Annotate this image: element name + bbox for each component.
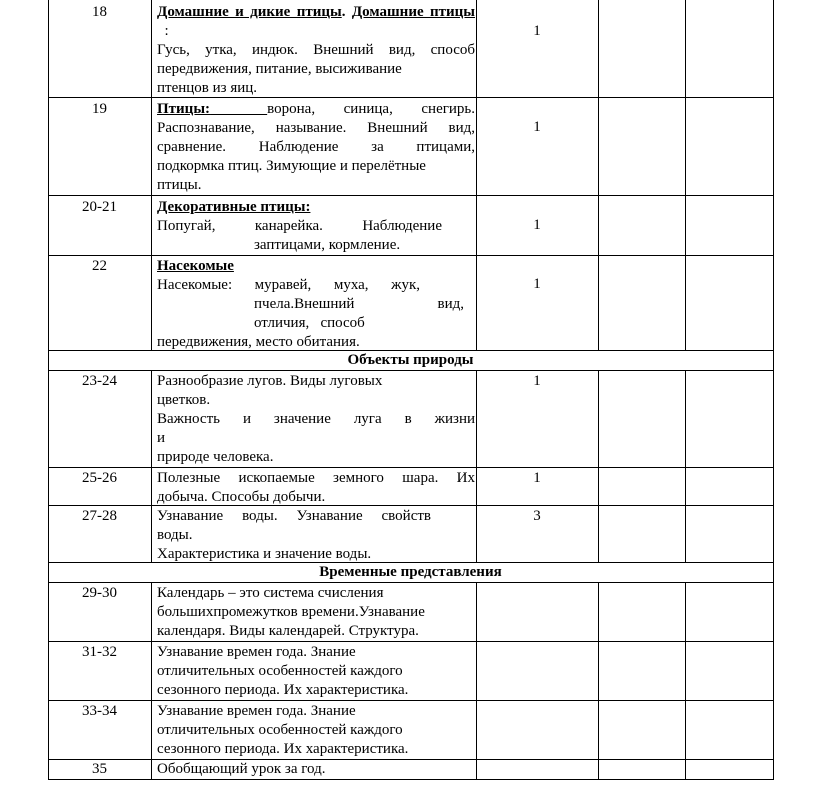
topic-line: отличия, способ [254, 315, 365, 331]
topic-line: Обобщающий урок за год. [157, 761, 326, 777]
lesson-number: 22 [92, 258, 107, 274]
topic-line: пчела.Внешний вид, [254, 296, 464, 312]
topic-subheading: Домашние птицы [351, 4, 476, 20]
lesson-number: 20-21 [82, 199, 117, 215]
section-title: Объекты природы [347, 352, 474, 368]
topic-line: Разнообразие лугов. Виды луговых [157, 373, 383, 389]
topic-line: птенцов из яиц. [157, 80, 258, 96]
lesson-topic: Домашние и дикие птицы. Домашние птицы : Гусь, утка, индюк. Внешний вид, способ передвижения, питание, высиживание птенцов из яиц. [157, 4, 476, 96]
hours-count: 1 [533, 217, 541, 233]
lesson-number: 23-24 [82, 373, 117, 389]
topic-line: цветков. [157, 392, 211, 408]
topic-line: календаря. Виды календарей. Структура. [157, 623, 419, 639]
topic-line: сравнение. Наблюдение за птицами, [157, 139, 475, 155]
lesson-topic [157, 643, 475, 700]
topic-line: и [157, 430, 166, 446]
lesson-number: 29-30 [82, 585, 117, 601]
lesson-number: 33-34 [82, 703, 117, 719]
lesson-topic [157, 507, 475, 564]
lesson-topic [157, 702, 475, 759]
topic-line: Узнавание времен года. Знание [157, 644, 356, 660]
hours-count: 1 [533, 470, 541, 486]
topic-line: природе человека. [157, 449, 274, 465]
topic-line: передвижения, место обитания. [157, 334, 360, 350]
topic-line: ворона, синица, снегирь. [267, 101, 476, 117]
topic-line: отличительных особенностей каждого [157, 722, 403, 738]
topic-line: Узнавание времен года. Знание [157, 703, 356, 719]
topic-line: воды. [157, 527, 193, 543]
hours-count: 1 [533, 119, 541, 135]
topic-line: сезонного периода. Их характеристика. [157, 741, 409, 757]
lesson-topic [157, 100, 475, 195]
topic-heading: Домашние и дикие птицы [157, 4, 342, 20]
topic-line: добыча. Способы добычи. [157, 489, 326, 505]
topic-line: Насекомые: муравей, муха, жук, [157, 277, 420, 293]
lesson-topic [157, 584, 475, 641]
lesson-number: 35 [92, 761, 107, 777]
lesson-number: 27-28 [82, 508, 117, 524]
lesson-topic [157, 372, 475, 467]
topic-line: отличительных особенностей каждого [157, 663, 403, 679]
topic-line: птицы. [157, 177, 202, 193]
topic-line: Календарь – это система счисления [157, 585, 384, 601]
hours-count: 1 [533, 23, 541, 39]
hours-count: 3 [533, 508, 541, 524]
topic-heading: Птицы: [157, 101, 211, 117]
topic-line: сезонного периода. Их характеристика. [157, 682, 409, 698]
topic-line: Гусь, утка, индюк. Внешний вид, способ [157, 42, 475, 58]
lesson-topic [157, 469, 475, 507]
lesson-topic [157, 257, 475, 352]
section-title: Временные представления [319, 564, 502, 580]
lesson-number: 25-26 [82, 470, 117, 486]
lesson-number: 19 [92, 101, 107, 117]
topic-line: большихпромежутков времени.Узнавание [157, 604, 425, 620]
lesson-number: 18 [92, 4, 107, 20]
topic-line: подкормка птиц. Зимующие и перелётные [157, 158, 426, 174]
topic-heading: Насекомые [157, 258, 234, 274]
topic-line: Попугай, канарейка. Наблюдение [157, 218, 442, 234]
topic-line: Распознавание, называние. Внешний вид, [157, 120, 475, 136]
lesson-topic [157, 198, 475, 255]
topic-line: заптицами, кормление. [254, 237, 401, 253]
hours-count: 1 [533, 276, 541, 292]
topic-line: Важность и значение луга в жизни [157, 411, 475, 427]
topic-line: Узнавание воды. Узнавание свойств [157, 508, 431, 524]
topic-line: Полезные ископаемые земного шара. Их [157, 470, 475, 486]
topic-line: передвижения, питание, высиживание [157, 61, 402, 77]
lesson-topic [157, 760, 475, 779]
topic-line: Характеристика и значение воды. [157, 546, 372, 562]
topic-heading: Декоративные птицы: [157, 199, 311, 215]
hours-count: 1 [533, 373, 541, 389]
lesson-number: 31-32 [82, 644, 117, 660]
